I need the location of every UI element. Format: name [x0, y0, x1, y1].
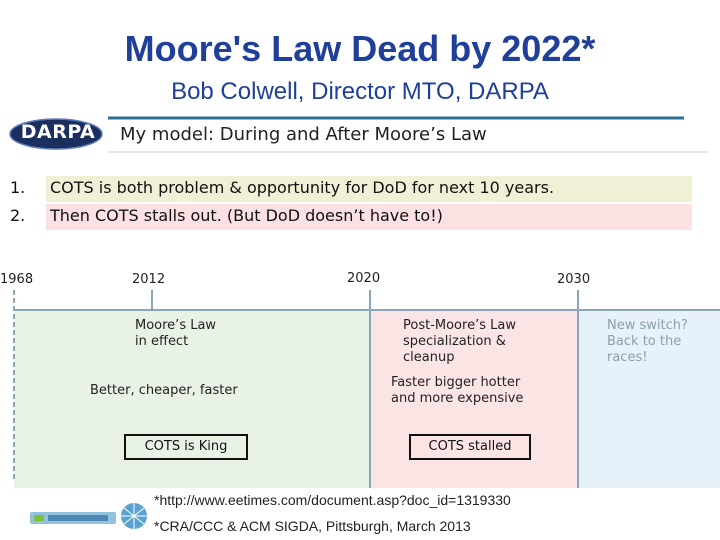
year-2030: 2030: [557, 272, 591, 287]
zone3-line3: races!: [607, 350, 648, 365]
zone1-detail: Better, cheaper, faster: [90, 383, 238, 398]
zone2-heading: [403, 318, 516, 366]
zone2-detail2: and more expensive: [391, 391, 524, 406]
point-1-text: COTS is both problem & opportunity for DoD for next 10 years.: [50, 178, 555, 197]
year-2012: 2012: [132, 272, 166, 287]
header-title: My model: During and After Moore’s Law: [120, 124, 487, 145]
footnote-url: *http://www.eetimes.com/document.asp?doc_id=1319330: [154, 492, 511, 508]
year-2020: 2020: [347, 271, 381, 286]
darpa-logo-text: DARPA: [20, 121, 96, 143]
zone3-heading: [607, 318, 688, 366]
slide-title: Moore's Law Dead by 2022*: [124, 28, 596, 69]
conference-logo: [28, 498, 152, 540]
zone3-line1: New switch?: [607, 318, 688, 333]
zone2-line1: Post-Moore’s Law: [403, 318, 516, 333]
point-1-number: 1.: [10, 178, 26, 197]
point-1: [10, 176, 692, 202]
point-2-text: Then COTS stalls out. (But DoD doesn’t have to!): [50, 206, 443, 225]
zone2-detail1: Faster bigger hotter: [391, 375, 521, 390]
footnote-venue: *CRA/CCC & ACM SIGDA, Pittsburgh, March 2013: [154, 518, 471, 534]
point-2: [10, 204, 692, 230]
zone1-heading: [135, 318, 216, 350]
zone3-line2: Back to the: [607, 334, 682, 349]
year-1968: 1968: [0, 272, 34, 287]
zone2-detail: [391, 375, 523, 407]
zone2-line2: specialization &: [403, 334, 506, 349]
point-2-number: 2.: [10, 206, 26, 225]
cots-is-king-box: COTS is King: [124, 434, 248, 460]
slide-subtitle: Bob Colwell, Director MTO, DARPA: [171, 78, 549, 105]
zone2-line3: cleanup: [403, 350, 455, 365]
cots-stalled-box: COTS stalled: [409, 434, 531, 460]
zone1-line2: in effect: [135, 334, 189, 349]
zone1-line1: Moore’s Law: [135, 318, 217, 333]
